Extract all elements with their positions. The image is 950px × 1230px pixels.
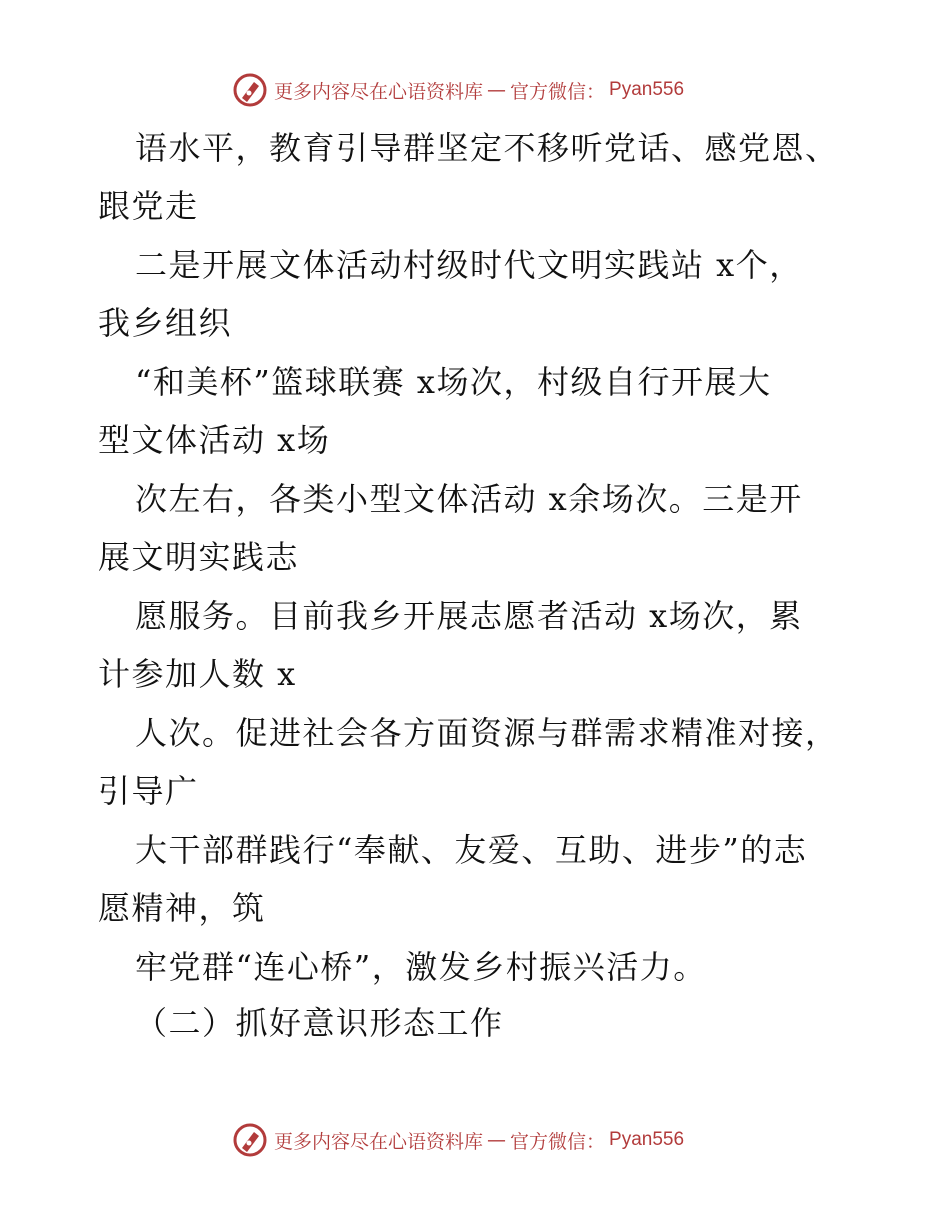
body-line: 展文明实践志 <box>98 538 300 576</box>
banner-wechat-id: Pyan556 <box>609 79 685 100</box>
body-line: 型文体活动 x场 <box>98 421 331 459</box>
body-line: 大干部群践行“奉献、友爱、互助、进步”的志 <box>135 831 808 869</box>
pen-circle-logo-icon <box>232 1122 268 1158</box>
body-line: 计参加人数 x <box>98 655 297 693</box>
body-line: 我乡组织 <box>98 304 233 342</box>
banner-main-text: 更多内容尽在心语资料库 <box>274 80 484 103</box>
header-banner[interactable] <box>232 70 684 110</box>
body-line: 引导广 <box>98 772 199 810</box>
banner-separator: — <box>487 1129 507 1151</box>
body-line: 愿精神，筑 <box>98 889 266 927</box>
banner-wechat-label: 官方微信： <box>510 1130 606 1153</box>
body-line: 二是开展文体活动村级时代文明实践站 x个， <box>135 246 803 284</box>
section-heading: （二）抓好意识形态工作 <box>135 1004 504 1042</box>
footer-banner[interactable] <box>232 1120 684 1160</box>
banner-wechat-label: 官方微信： <box>510 80 606 103</box>
body-line: 牢党群“连心桥”，激发乡村振兴活力。 <box>135 948 707 986</box>
body-line: 次左右，各类小型文体活动 x余场次。三是开 <box>135 480 803 518</box>
body-line: 语水平，教育引导群坚定不移听党话、感党恩、 <box>135 129 839 167</box>
banner-main-text: 更多内容尽在心语资料库 <box>274 1130 484 1153</box>
body-line: “和美杯”篮球联赛 x场次，村级自行开展大 <box>135 363 772 401</box>
body-line: 人次。促进社会各方面资源与群需求精准对接， <box>135 714 839 752</box>
pen-circle-logo-icon <box>232 72 268 108</box>
banner-separator: — <box>487 79 507 101</box>
banner-wechat-id: Pyan556 <box>609 1129 685 1150</box>
body-line: 跟党走 <box>98 187 199 225</box>
body-line: 愿服务。目前我乡开展志愿者活动 x场次，累 <box>135 597 803 635</box>
